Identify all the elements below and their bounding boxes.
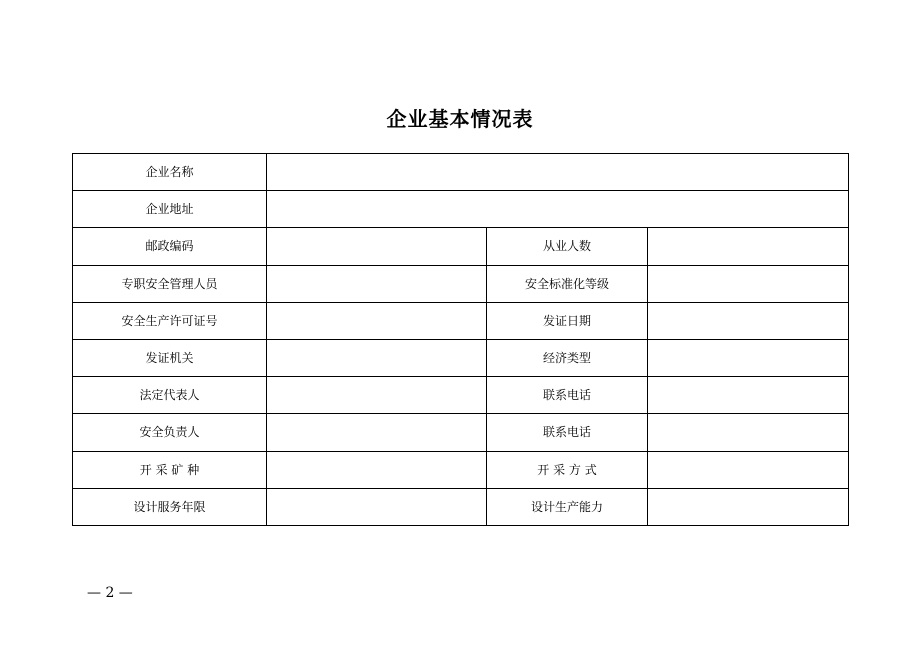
table-row [73, 191, 849, 228]
table-row [73, 302, 849, 339]
design-service-life-label: 设计服务年限 [73, 488, 267, 525]
table-row [73, 414, 849, 451]
table-row [73, 339, 849, 376]
postal-code-label: 邮政编码 [73, 228, 267, 265]
safety-officer-label: 安全负责人 [73, 414, 267, 451]
enterprise-address-field[interactable] [267, 191, 849, 228]
issuing-authority-field[interactable] [267, 339, 487, 376]
safety-staff-field[interactable] [267, 265, 487, 302]
safety-officer-field[interactable] [267, 414, 487, 451]
safety-staff-label: 专职安全管理人员 [73, 265, 267, 302]
representative-phone-label: 联系电话 [487, 377, 648, 414]
page-number: — 2 — [87, 585, 133, 601]
table-row [73, 228, 849, 265]
page-title: 企业基本情况表 [386, 107, 534, 131]
safety-standard-level-field[interactable] [648, 265, 849, 302]
safety-license-number-label: 安全生产许可证号 [73, 302, 267, 339]
mining-method-field[interactable] [648, 451, 849, 488]
postal-code-field[interactable] [267, 228, 487, 265]
design-capacity-field[interactable] [648, 488, 849, 525]
mineral-type-field[interactable] [267, 451, 487, 488]
enterprise-name-label: 企业名称 [73, 154, 267, 191]
table-row [73, 377, 849, 414]
economic-type-field[interactable] [648, 339, 849, 376]
table-row [73, 265, 849, 302]
mineral-type-label: 开 采 矿 种 [73, 451, 267, 488]
representative-phone-field[interactable] [648, 377, 849, 414]
enterprise-address-label: 企业地址 [73, 191, 267, 228]
legal-representative-field[interactable] [267, 377, 487, 414]
issuing-authority-label: 发证机关 [73, 339, 267, 376]
safety-officer-phone-field[interactable] [648, 414, 849, 451]
safety-standard-level-label: 安全标准化等级 [487, 265, 648, 302]
mining-method-label: 开 采 方 式 [487, 451, 648, 488]
safety-license-number-field[interactable] [267, 302, 487, 339]
issue-date-field[interactable] [648, 302, 849, 339]
issue-date-label: 发证日期 [487, 302, 648, 339]
design-service-life-field[interactable] [267, 488, 487, 525]
economic-type-label: 经济类型 [487, 339, 648, 376]
enterprise-name-field[interactable] [267, 154, 849, 191]
employee-count-field[interactable] [648, 228, 849, 265]
legal-representative-label: 法定代表人 [73, 377, 267, 414]
enterprise-info-table [72, 153, 849, 526]
safety-officer-phone-label: 联系电话 [487, 414, 648, 451]
table-row [73, 488, 849, 525]
design-capacity-label: 设计生产能力 [487, 488, 648, 525]
employee-count-label: 从业人数 [487, 228, 648, 265]
table-row [73, 154, 849, 191]
table-row [73, 451, 849, 488]
